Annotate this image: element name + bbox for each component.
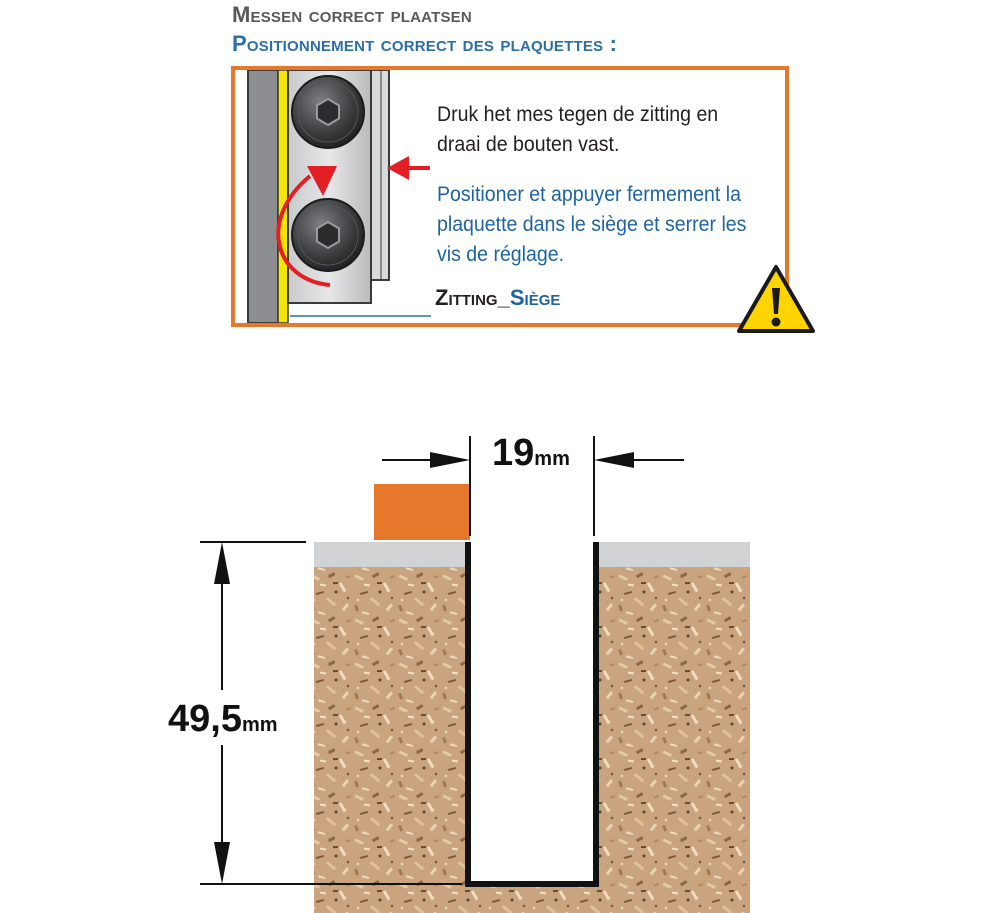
seat-label-french: Siège	[509, 285, 561, 310]
cutter-block	[374, 484, 470, 540]
width-arrow-left	[382, 452, 470, 468]
board-surface-right	[598, 542, 750, 567]
instruction-french: Positioner et appuyer fermement la plaquette dans le siège et serrer les vis de réglage.	[437, 183, 747, 266]
groove-width-unit: mm	[534, 448, 570, 470]
groove	[468, 542, 596, 884]
groove-depth-label	[168, 698, 278, 741]
groove-width-label	[492, 432, 570, 475]
groove-depth-value: 49,5	[168, 698, 242, 740]
groove-depth-unit: mm	[241, 714, 278, 736]
title-french: Positionnement correct des plaquettes :	[232, 31, 618, 56]
seat-label-dutch: Zitting	[435, 285, 498, 310]
seat-label-separator: _	[497, 285, 510, 310]
width-arrow-right	[594, 452, 684, 468]
board-surface-left	[314, 542, 466, 567]
instruction-dutch: Druk het mes tegen de zitting en draai de bouten vast.	[437, 103, 719, 156]
groove-width-value: 19	[492, 432, 535, 474]
title-dutch: Messen correct plaatsen	[232, 2, 472, 27]
